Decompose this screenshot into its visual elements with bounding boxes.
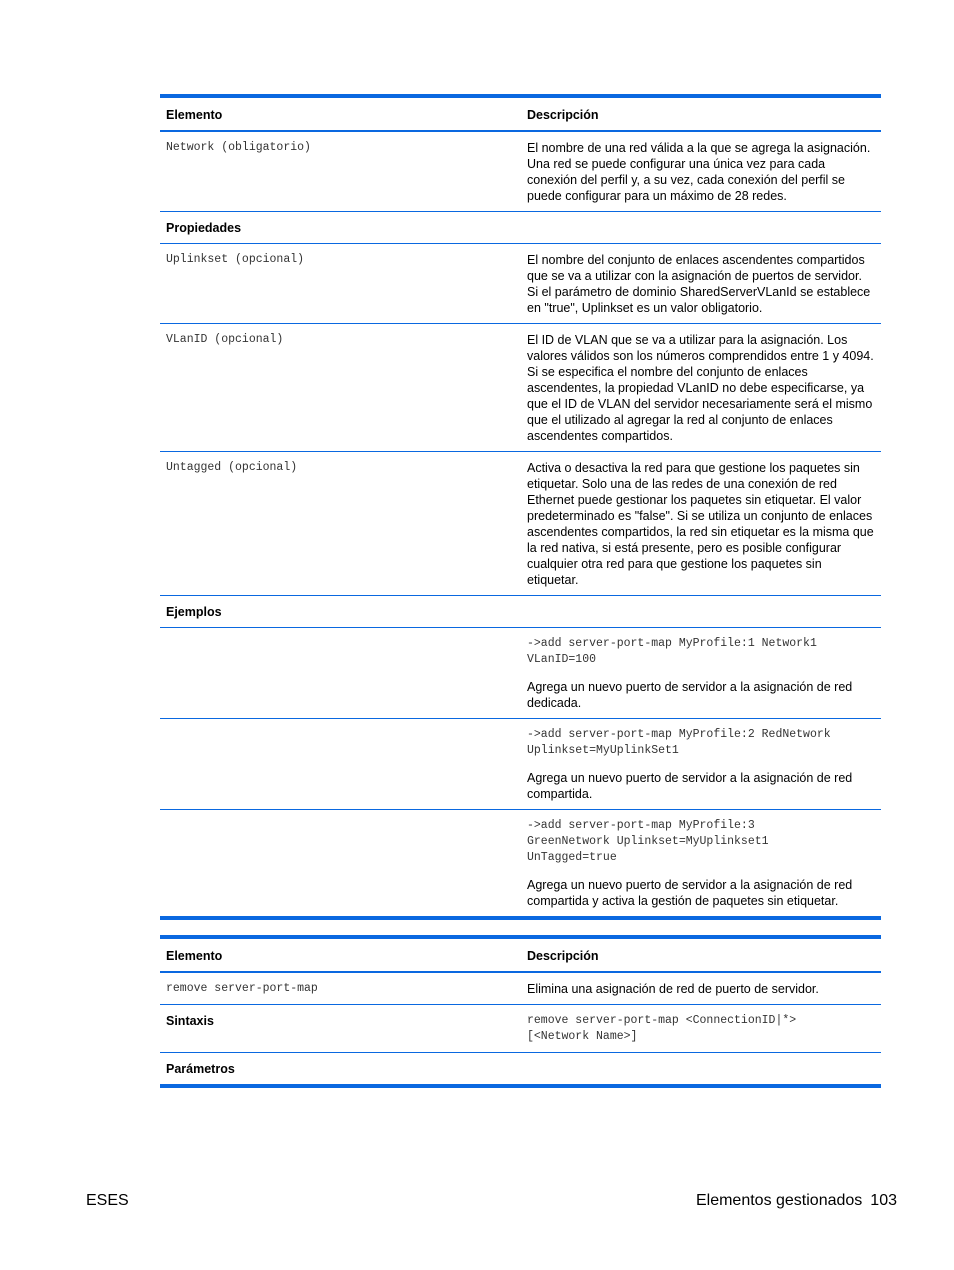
- network-desc: El nombre de una red válida a la que se agrega la asignación. Una red se puede configurar una única vez para cada conexión del perfil y, a su vez, cada conexión del perfil se puede configurar para un máximo de 28 redes.: [527, 141, 871, 203]
- section-row: [160, 596, 881, 628]
- footer-section: Elementos gestionados: [695, 1192, 863, 1209]
- table-header: [160, 939, 881, 973]
- table-row: [160, 244, 881, 324]
- example-desc: Agrega un nuevo puerto de servidor a la asignación de red compartida.: [527, 771, 853, 801]
- header-elemento: Elemento: [166, 949, 223, 963]
- footer-locale: ESES: [86, 1192, 129, 1209]
- example-desc: Agrega un nuevo puerto de servidor a la asignación de red dedicada.: [527, 680, 853, 710]
- managed-elements-table-2: [160, 935, 881, 1088]
- example-row: [160, 810, 881, 916]
- uplinkset-desc: El nombre del conjunto de enlaces ascendentes compartidos que se va a utilizar con la asignación de puertos de servidor. Si el parámetro de dominio SharedServerVLanId se establece en "true", Uplinkset es un valor obligatorio.: [527, 253, 871, 315]
- table-row: [160, 1005, 881, 1053]
- table-header: [160, 98, 881, 132]
- example-code: ->add server-port-map MyProfile:3 GreenNetwork Uplinkset=MyUplinkset1 UnTagged=true: [527, 819, 769, 864]
- table-row: [160, 132, 881, 212]
- header-elemento: Elemento: [166, 108, 223, 122]
- header-descripcion: Descripción: [527, 108, 599, 122]
- params-label: Parámetros: [166, 1062, 235, 1076]
- network-name: Network (obligatorio): [166, 141, 311, 154]
- example-desc: Agrega un nuevo puerto de servidor a la asignación de red compartida y activa la gestión de paquetes sin etiquetar.: [527, 878, 853, 908]
- example-code: ->add server-port-map MyProfile:2 RedNetwork Uplinkset=MyUplinkSet1: [527, 728, 831, 757]
- footer-page-info: [688, 1192, 897, 1210]
- syntax-label: Sintaxis: [166, 1014, 214, 1028]
- table-row: [160, 452, 881, 596]
- managed-elements-table-1: [160, 94, 881, 920]
- untagged-desc: Activa o desactiva la red para que gestione los paquetes sin etiquetar. Solo una de las redes de una conexión de red Ethernet puede gestionar los paquetes sin etiquetar. El valor predeterminado es "false". Si se utiliza un conjunto de enlaces ascendentes compartidos, la red sin etiquetar es la misma que la red nativa, si está presente, pero es posible configurar cualquier otra red para que gestione los paquetes sin etiquetar.: [527, 461, 874, 587]
- command-desc: Elimina una asignación de red de puerto de servidor.: [527, 982, 819, 996]
- table-row: [160, 973, 881, 1005]
- example-code: ->add server-port-map MyProfile:1 Network1 VLanID=100: [527, 637, 817, 666]
- example-row: [160, 719, 881, 810]
- header-descripcion: Descripción: [527, 949, 599, 963]
- command-name: remove server-port-map: [166, 982, 318, 995]
- section-row: [160, 212, 881, 244]
- page-number: 103: [870, 1192, 897, 1209]
- properties-label: Propiedades: [166, 221, 242, 235]
- untagged-name: Untagged (opcional): [166, 461, 298, 474]
- vlanid-desc: El ID de VLAN que se va a utilizar para la asignación. Los valores válidos son los números comprendidos entre 1 y 4094. Si se especifica el nombre del conjunto de enlaces ascendentes, la propiedad VLanID no debe especificarse, ya que el ID de VLAN del servidor necesariamente será el mismo que el utilizado al agregar la red al conjunto de enlaces ascendentes compartidos.: [527, 333, 874, 443]
- syntax-code: remove server-port-map <ConnectionID|*> [<Network Name>]: [527, 1014, 797, 1043]
- section-row: [160, 1053, 881, 1084]
- examples-label: Ejemplos: [166, 605, 222, 619]
- uplinkset-name: Uplinkset (opcional): [166, 253, 305, 266]
- table-row: [160, 324, 881, 452]
- example-row: [160, 628, 881, 719]
- vlanid-name: VLanID (opcional): [166, 333, 284, 346]
